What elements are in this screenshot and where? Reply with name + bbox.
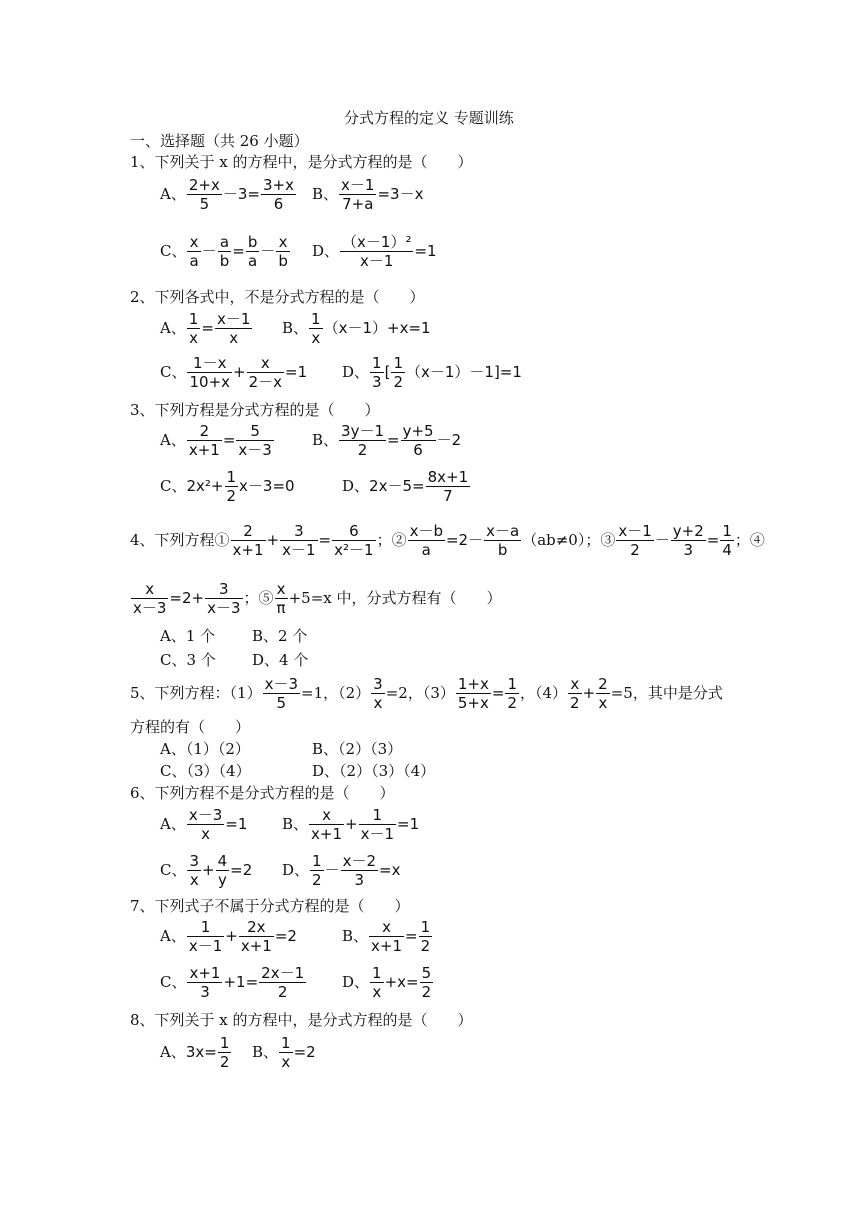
q5-option-c: C、（3）（4） — [160, 762, 251, 780]
q5-line2: 方程的有（ ） — [130, 718, 251, 736]
q2-option-a: A、 $\frac{1}{x}$ = $\frac{x-1}{x}$ — [160, 310, 251, 347]
q7-option-c: C、 $\frac{x+1}{3}$ +1= $\frac{2x-1}{2}$ — [160, 964, 305, 1001]
q4-option-b: B、2 个 — [252, 627, 308, 645]
q2-stem: 2、下列各式中，不是分式方程的是（ ） — [130, 288, 425, 306]
q6-option-c: C、 $\frac{3}{x}$ + $\frac{4}{y}$ =2 — [160, 852, 253, 889]
q8-option-a: A、3x= $\frac{1}{2}$ — [160, 1034, 230, 1071]
q3-option-b: B、 $\frac{3y-1}{2}$ = $\frac{y+5}{6}$ －2 — [312, 422, 462, 459]
q7-option-a: A、 $\frac{1}{x-1}$ + $\frac{2x}{x+1}$ =2 — [160, 918, 297, 955]
q5-option-b: B、（2）（3） — [312, 740, 403, 758]
q7-stem: 7、下列式子不属于分式方程的是（ ） — [130, 897, 410, 915]
q3-option-d: D、2x－5= $\frac{8x+1}{7}$ — [342, 468, 469, 505]
q4-option-c: C、3 个 — [160, 651, 216, 669]
page-title: 分式方程的定义 专题训练 — [344, 109, 514, 127]
q8-option-b: B、 $\frac{1}{x}$ =2 — [252, 1034, 316, 1071]
q2-option-d: D、 $\frac{1}{3}$ [ $\frac{1}{2}$ （x－1）－1]=1 — [342, 354, 522, 391]
q2-option-b: B、 $\frac{1}{x}$ （x－1）+x=1 — [282, 310, 431, 347]
q1-stem: 1、下列关于 x 的方程中，是分式方程的是（ ） — [130, 153, 473, 171]
q6-option-b: B、 $\frac{x}{x+1}$ + $\frac{1}{x-1}$ =1 — [282, 806, 420, 843]
q4-line2: $\frac{x}{x-3}$ =2+ $\frac{3}{x-3}$ ；⑤ $\frac{x}{\pi}$ +5=x 中，分式方程有（ ） — [133, 580, 502, 617]
q5-option-d: D、（2）（3）（4） — [312, 762, 436, 780]
q3-option-c: C、2x²+ $\frac{1}{2}$ x－3=0 — [160, 468, 295, 505]
q1-option-b: B、 $\frac{x-1}{7+a}$ =3－x — [312, 176, 424, 213]
q1-option-a: A、 $\frac{2+x}{5}$ －3= $\frac{3+x}{6}$ — [160, 176, 294, 213]
q5-option-a: A、（1）（2） — [160, 740, 250, 758]
q3-stem: 3、下列方程是分式方程的是（ ） — [130, 401, 380, 419]
q3-option-a: A、 $\frac{2}{x+1}$ = $\frac{5}{x-3}$ — [160, 422, 272, 459]
q7-option-d: D、 $\frac{1}{x}$ +x= $\frac{5}{2}$ — [342, 964, 432, 1001]
q8-stem: 8、下列关于 x 的方程中，是分式方程的是（ ） — [130, 1011, 473, 1029]
q4-line1: 4、下列方程① $\frac{2}{x+1}$ + $\frac{3}{x-1}$ = $\frac{6}{\text{x²－1}}$ ；② $\frac{x-b}{a}$ =2－ $\frac{x-a}{b}$ （ab≠0）；③ $\frac{x-1}{2}$ － $\frac{y+2}{3}$ = $\frac{1}{4}$ ；④ — [130, 522, 765, 559]
q5-line1: 5、下列方程：（1） $\frac{x-3}{5}$ =1，（2） $\frac{3}{x}$ =2，（3） $\frac{1+x}{5+x}$ = $\frac{1}{2}$ ，（4） $\frac{x}{2}$ + $\frac{2}{x}$ =5，其中是分式 — [130, 675, 723, 712]
section-heading: 一、选择题（共 26 小题） — [130, 132, 309, 150]
q4-option-a: A、1 个 — [160, 627, 216, 645]
q1-option-d: D、 $\frac{\text{（x－1）²}}{x-1}$ =1 — [312, 233, 437, 270]
q7-option-b: B、 $\frac{x}{x+1}$ = $\frac{1}{2}$ — [342, 918, 431, 955]
q6-stem: 6、下列方程不是分式方程的是（ ） — [130, 784, 395, 802]
q6-option-d: D、 $\frac{1}{2}$ － $\frac{x-2}{3}$ =x — [282, 852, 401, 889]
q1-option-c: C、 $\frac{x}{a}$ － $\frac{a}{b}$ = $\frac{b}{a}$ － $\frac{x}{b}$ — [160, 233, 288, 270]
q6-option-a: A、 $\frac{x-3}{x}$ =1 — [160, 806, 248, 843]
q4-option-d: D、4 个 — [252, 651, 309, 669]
q2-option-c: C、 $\frac{1-x}{10+x}$ + $\frac{x}{2-x}$ =1 — [160, 354, 308, 391]
